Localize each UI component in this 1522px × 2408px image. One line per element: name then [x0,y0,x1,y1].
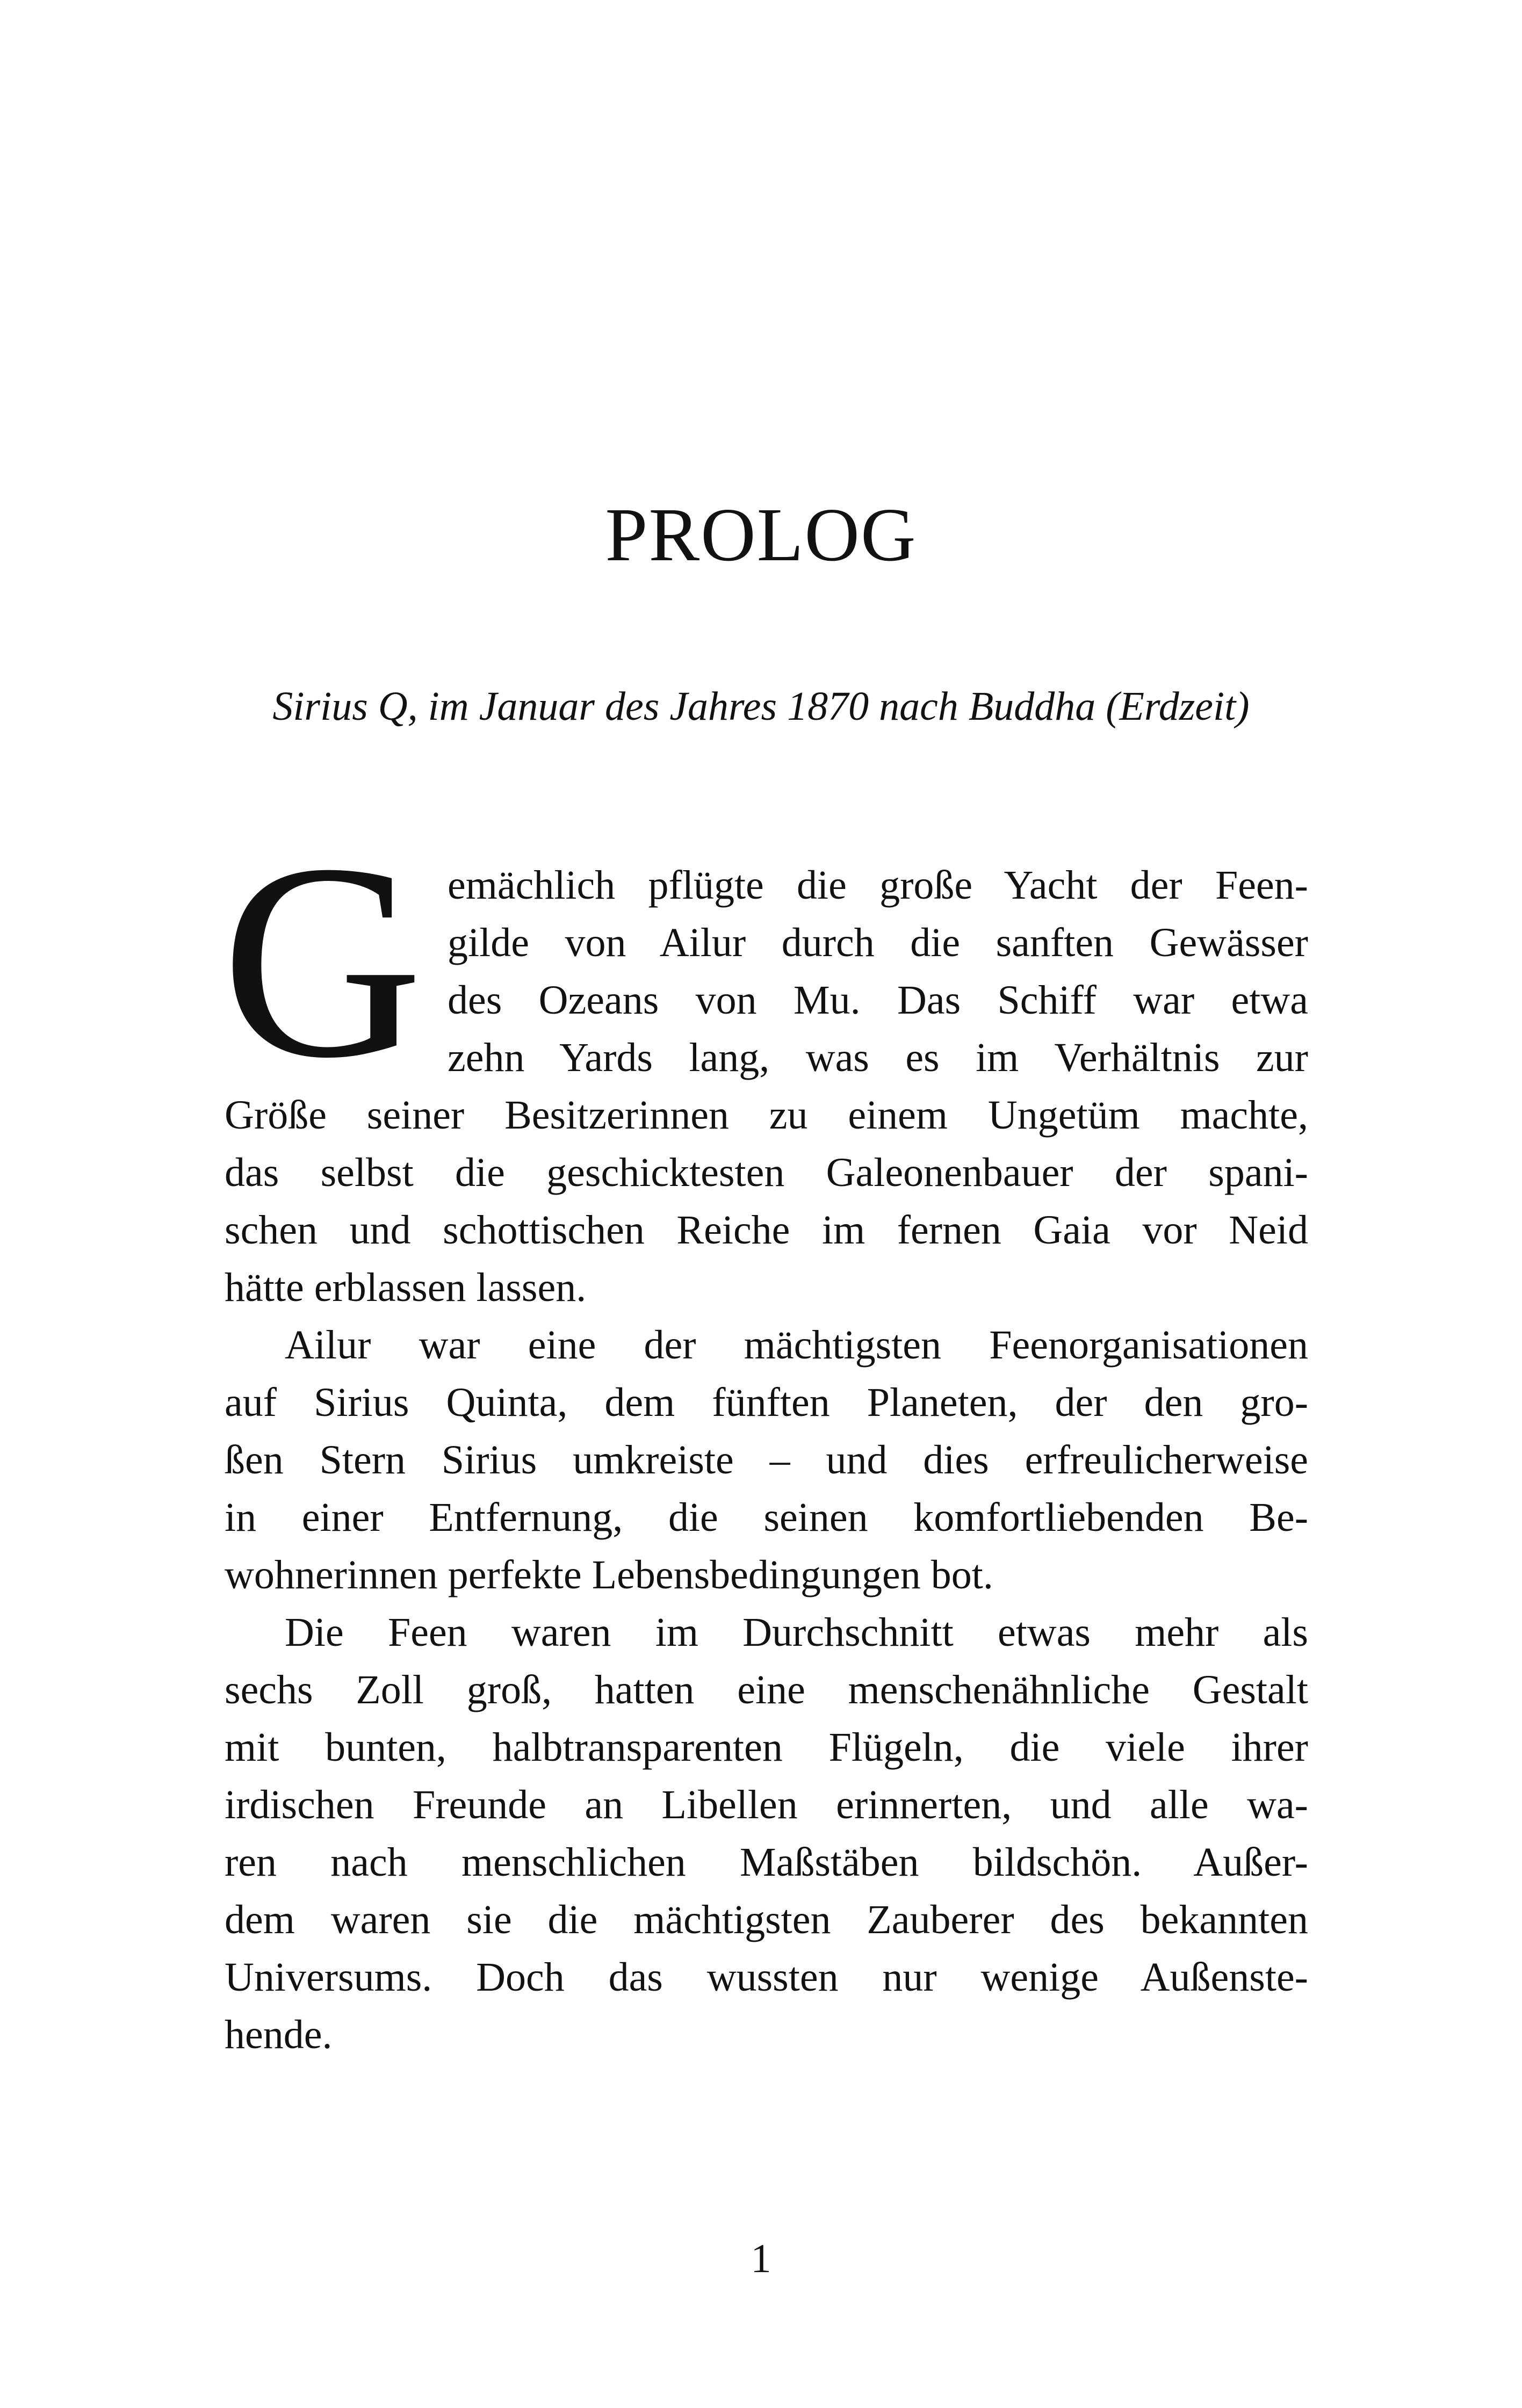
text-line: Die Feen waren im Durchschnitt etwas mehr als [285,1610,1308,1655]
text-line: das selbst die geschicktesten Galeonenbauer der spani- [225,1150,1308,1195]
text-line: auf Sirius Quinta, dem fünften Planeten, der den gro- [225,1380,1308,1425]
text-line: emächlich pflügte die große Yacht der Feen- [448,863,1308,908]
page-number: 1 [751,2236,771,2281]
text-line: irdischen Freunde an Libellen erinnerten, und alle wa- [225,1782,1308,1827]
text-line: gilde von Ailur durch die sanften Gewässer [448,920,1308,965]
paragraph-3 [225,1604,1308,2064]
paragraph-1 [225,857,1308,1317]
text-line: hätte erblassen lassen. [225,1265,587,1310]
text-line: zehn Yards lang, was es im Verhältnis zur [448,1035,1308,1080]
paragraph-2 [225,1317,1308,1604]
chapter-subtitle: Sirius Q, im Januar des Jahres 1870 nach Buddha (Erdzeit) [272,684,1250,729]
text-line: dem waren sie die mächtigsten Zauberer des bekannten [225,1897,1308,1942]
text-line: Ailur war eine der mächtigsten Feenorganisationen [285,1322,1308,1368]
text-line: sechs Zoll groß, hatten eine menschenähnliche Gestalt [225,1667,1308,1712]
text-line: in einer Entfernung, die seinen komfortliebenden Be- [225,1495,1308,1540]
text-line: hende. [225,2012,333,2057]
body-text [225,857,1308,2064]
chapter-title: PROLOG [605,492,917,577]
text-line: ren nach menschlichen Maßstäben bildschön. Außer- [225,1840,1308,1885]
text-line: wohnerinnen perfekte Lebensbedingungen bot. [225,1552,993,1597]
text-line: ßen Stern Sirius umkreiste – und dies erfreulicherweise [225,1437,1308,1483]
text-line: Größe seiner Besitzerinnen zu einem Ungetüm machte, [225,1093,1308,1138]
text-line: des Ozeans von Mu. Das Schiff war etwa [448,978,1308,1023]
text-line: mit bunten, halbtransparenten Flügeln, die viele ihrer [225,1725,1308,1770]
drop-cap: G [221,807,423,1116]
text-line: schen und schottischen Reiche im fernen Gaia vor Neid [225,1207,1308,1253]
text-line: Universums. Doch das wussten nur wenige Außenste- [225,1955,1308,2000]
